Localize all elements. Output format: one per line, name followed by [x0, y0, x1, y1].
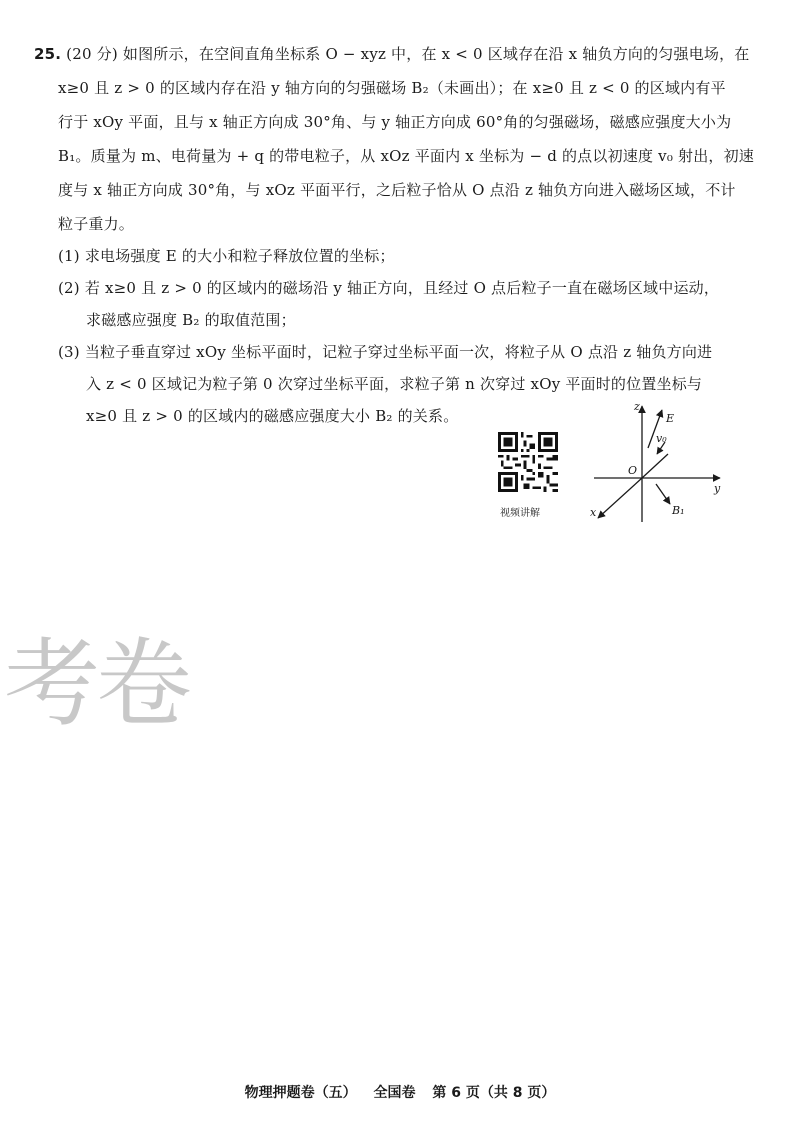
- problem-line-3: 行于 xOy 平面，且与 x 轴正方向成 30°角、与 y 轴正方向成 60°角的匀强磁场，磁感应强度大小为: [58, 113, 732, 131]
- question-2-cont: 求磁感应强度 B₂ 的取值范围；: [86, 311, 296, 329]
- question-3: (3) 当粒子垂直穿过 xOy 坐标平面时，记粒子穿过坐标平面一次，将粒子从 O 点沿 z 轴负方向进: [58, 343, 713, 361]
- footer-edition: 全国卷: [373, 1085, 416, 1101]
- watermark: 考卷: [4, 628, 188, 740]
- b1-arrow: [656, 484, 670, 504]
- x-axis-label: x: [590, 506, 597, 519]
- question-3-cont-1: 入 z < 0 区域记为粒子第 0 次穿过坐标平面，求粒子第 n 次穿过 xOy 平面时的位置坐标与: [86, 375, 703, 393]
- b1-label: B₁: [672, 504, 685, 517]
- v0-label: v₀: [656, 432, 667, 445]
- problem-line-4: B₁。质量为 m、电荷量为 + q 的带电粒子，从 xOz 平面内 x 坐标为 − d 的点以初速度 v₀ 射出，初速: [58, 147, 754, 165]
- question-3-cont-2: x≥0 且 z > 0 的区域内的磁感应强度大小 B₂ 的关系。: [86, 407, 459, 425]
- problem-line-1: 25. (20 分) 如图所示，在空间直角坐标系 O − xyz 中，在 x < 0 区域存在沿 x 轴负方向的匀强电场，在: [34, 45, 750, 63]
- x-axis-negative: [642, 454, 668, 478]
- y-axis-label: y: [714, 482, 721, 495]
- problem-line-2: x≥0 且 z > 0 的区域内存在沿 y 轴方向的匀强磁场 B₂（未画出）；在 x≥0 且 z < 0 的区域内有平: [58, 79, 726, 97]
- qr-code-icon[interactable]: [498, 432, 558, 492]
- z-axis-label: z: [634, 400, 640, 413]
- problem-line-6: 粒子重力。: [58, 215, 135, 233]
- footer-page: 第 6 页（共 8 页）: [432, 1085, 556, 1101]
- origin-label: O: [628, 464, 638, 477]
- question-2: (2) 若 x≥0 且 z > 0 的区域内的磁场沿 y 轴正方向，且经过 O 点后粒子一直在磁场区域中运动，: [58, 279, 720, 297]
- question-1: (1) 求电场强度 E 的大小和粒子释放位置的坐标；: [58, 247, 395, 265]
- problem-line-5: 度与 x 轴正方向成 30°角，与 xOz 平面平行，之后粒子恰从 O 点沿 z 轴负方向进入磁场区域，不计: [58, 181, 736, 199]
- footer-title: 物理押题卷（五）: [244, 1085, 357, 1101]
- e-label: E: [666, 412, 675, 425]
- qr-caption: 视频讲解: [500, 508, 540, 519]
- page-footer: [0, 1082, 800, 1102]
- coordinate-figure: [586, 398, 726, 528]
- problem-number: 25.: [34, 45, 62, 63]
- x-axis: [598, 478, 642, 518]
